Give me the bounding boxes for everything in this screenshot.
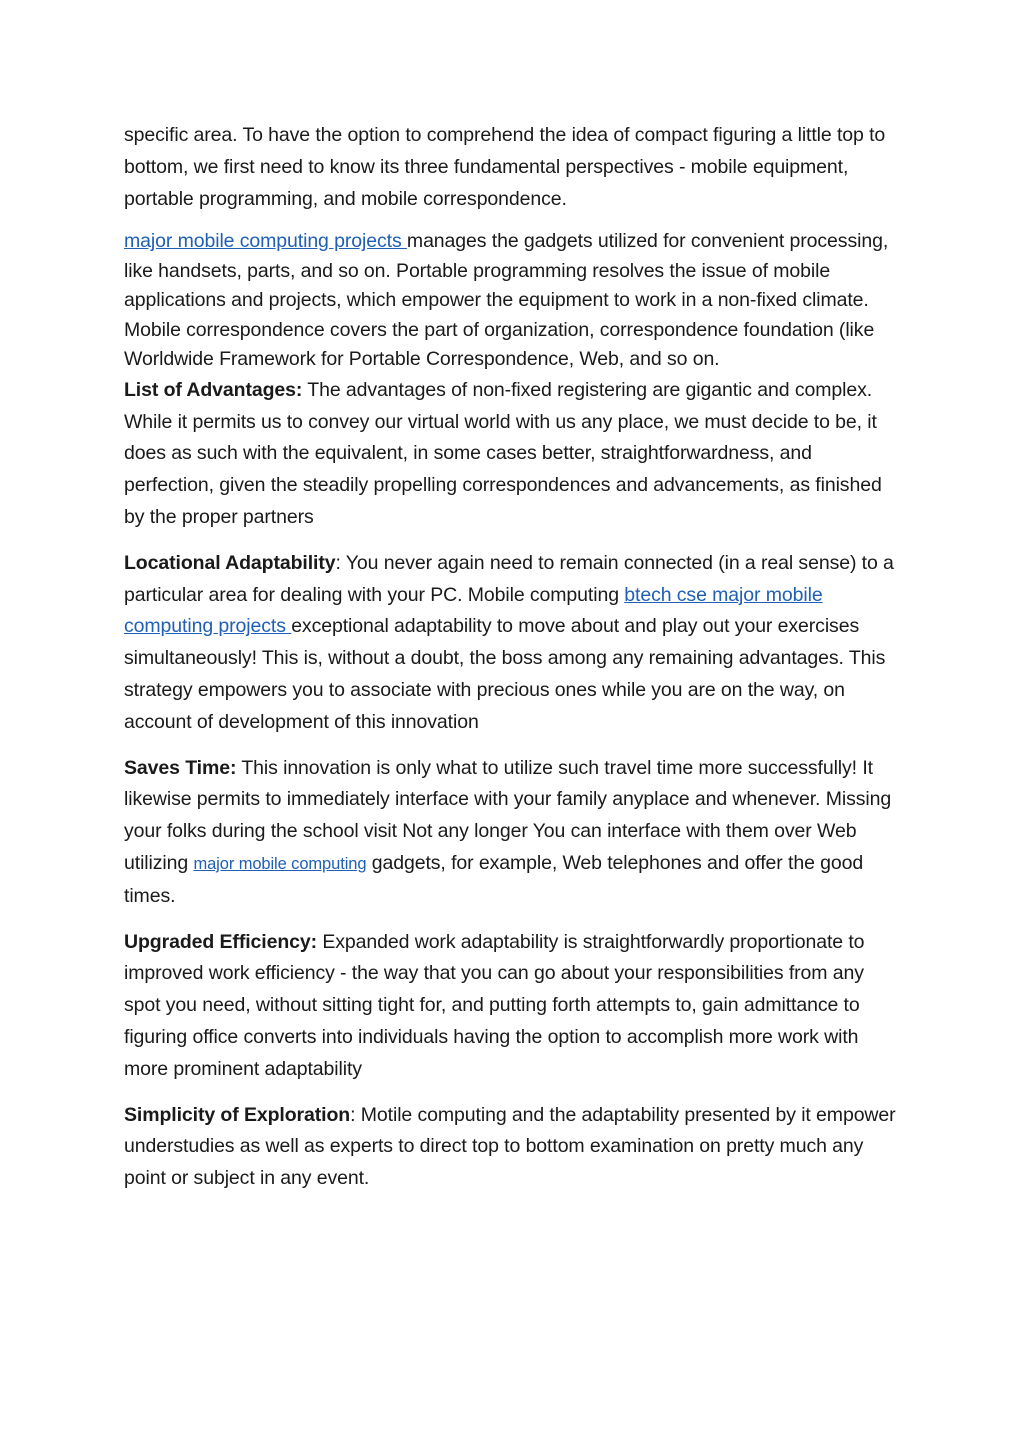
intro-paragraph: specific area. To have the option to comprehend the idea of compact figuring a little top to bottom, we first need to know its three fundamental perspectives - mobile equipment, portable programming, and mobile correspondence.	[124, 124, 886, 210]
locational-adaptability-text-2: exceptional adaptability to move about and play out your exercises simultaneously! This is, without a doubt, the boss among any remaining advantages. This strategy empowers you to associate with precious ones while you are on the way, on account of development of this innovation	[124, 615, 886, 733]
simplicity-of-exploration-heading: Simplicity of Exploration	[124, 1103, 351, 1126]
saves-time-text-2: gadgets, for example, Web telephones and offer the good times.	[124, 852, 864, 907]
hardware-paragraph	[124, 227, 904, 375]
locational-adaptability-paragraph	[124, 548, 904, 739]
locational-adaptability-heading: Locational Adaptability	[124, 551, 336, 574]
major-mobile-computing-projects-link[interactable]: major mobile computing projects	[124, 230, 407, 253]
major-mobile-computing-link[interactable]: major mobile computing	[193, 855, 367, 874]
locational-adaptability-text: : You never again need to remain connected (in a real sense) to a particular area for dealing with your PC. Mobile computing	[124, 551, 894, 606]
saves-time-paragraph	[124, 753, 904, 913]
simplicity-of-exploration-text: : Motile computing and the adaptability presented by it empower understudies as well as experts to direct top to bottom examination on pretty much any point or subject in any event.	[124, 1103, 896, 1190]
upgraded-efficiency-heading: Upgraded Efficiency:	[124, 930, 318, 953]
upgraded-efficiency-text: Expanded work adaptability is straightforwardly proportionate to improved work efficiency - the way that you can go about your responsibilities from any spot you need, without sitting tight for, and putting forth attempts to, gain admittance to figuring office converts into individuals having the option to accomplish more work with more prominent adaptability	[124, 930, 865, 1080]
saves-time-heading: Saves Time:	[124, 756, 237, 779]
upgraded-efficiency-paragraph	[124, 927, 904, 1086]
btech-cse-projects-link[interactable]: btech cse major mobile computing projects	[124, 583, 823, 638]
document-page	[124, 120, 904, 1195]
advantages-heading: List of Advantages:	[124, 378, 303, 401]
simplicity-of-exploration-paragraph	[124, 1100, 904, 1195]
advantages-paragraph	[124, 375, 904, 534]
advantages-text: The advantages of non-fixed registering are gigantic and complex. While it permits us to convey our virtual world with us any place, we must decide to be, it does as such with the equivalent, in some cases better, straightforwardness, and perfection, given the steadily propelling correspondences and advancements, as finished by the proper partners	[124, 378, 882, 529]
saves-time-text: This innovation is only what to utilize such travel time more successfully! It likewise permits to immediately interface with your family anyplace and whenever. Missing your folks during the school visit Not any longer You can interface with them over Web utilizing	[124, 756, 892, 875]
hardware-paragraph-text: manages the gadgets utilized for convenient processing, like handsets, parts, and so on. Portable programming resolves the issue of mobile applications and projects, which empower the equipment to work in a non-fixed climate. Mobile correspondence covers the part of organization, correspondence foundation (like Worldwide Framework for Portable Correspondence, Web, and so on.	[124, 230, 889, 371]
